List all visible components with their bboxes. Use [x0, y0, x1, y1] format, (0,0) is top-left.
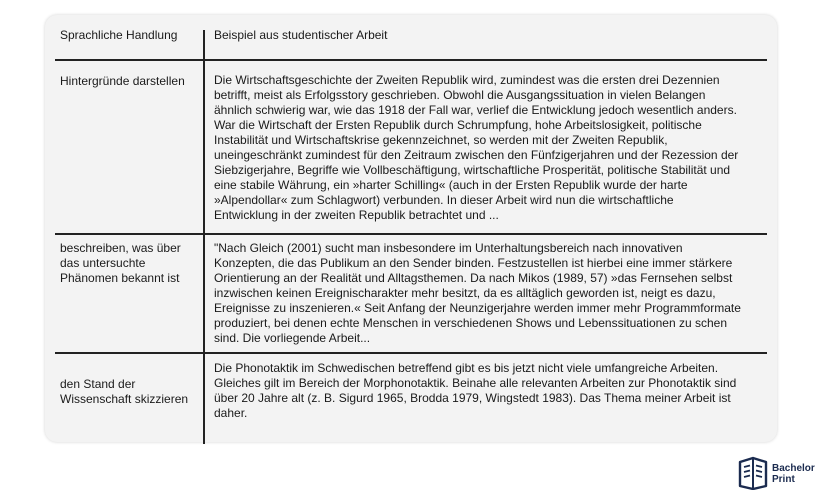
- header-col-example: Beispiel aus studentischer Arbeit: [214, 28, 388, 42]
- example-line: Entwicklung in der zweiten Republik betrachtet und ...: [214, 208, 499, 222]
- table-row: [55, 354, 767, 442]
- row-example: [214, 361, 769, 421]
- example-line: uneingeschränkt zumindest für den Zeitraum zwischen den Fünfzigerjahren und der Rezession der: [214, 148, 739, 162]
- example-line: daher.: [214, 406, 248, 420]
- example-line: über 20 Jahre alt (z. B. Sigurd 1965, Brodda 1979, Wingstedt 1983). Das Thema meiner Arbeit ist: [214, 391, 731, 405]
- table-header-row: [55, 15, 767, 61]
- header-col-action: Sprachliche Handlung: [60, 28, 178, 42]
- table-row: [55, 61, 767, 235]
- logo-line-2: Print: [772, 474, 795, 485]
- example-line: "Nach Gleich (2001) sucht man insbesondere im Unterhaltungsbereich nach innovativen: [214, 241, 683, 255]
- example-line: Gleiches gilt im Bereich der Morphonotaktik. Beinahe alle relevanten Arbeiten zur Phonotaktik sind: [214, 376, 737, 390]
- example-line: War die Wirtschaft der Ersten Republik durch Schrumpfung, hohe Arbeitslosigkeit, politische: [214, 118, 702, 132]
- example-line: produziert, bei denen echte Menschen in verschiedenen Shows und Lebenssituationen zu schen: [214, 316, 728, 330]
- example-line: ähnlich schwierig war, wie das 1918 der Fall war, verlief die Entwicklung jedoch wesentlich anders.: [214, 103, 737, 117]
- example-line: Die Wirtschaftsgeschichte der Zweiten Republik wird, zumindest was die ersten drei Dezennien: [214, 73, 720, 87]
- language-actions-table: [55, 15, 767, 442]
- example-line: Ereignisse zu inszenieren.« Seit Anfang der Neunzigerjahre werden immer mehr Programmformate: [214, 301, 741, 315]
- example-line: Orientierung an der Realität und Alltagsthemen. Da nach Mikos (1989, 57) »das Fernsehen selbst: [214, 271, 733, 285]
- example-line: Konzepten, die das Publikum an den Sender binden. Festzustellen ist hierbei eine immer stärkere: [214, 256, 733, 270]
- example-line: inzwischen keinen Ereignischarakter mehr besitzt, da es alltäglich geworden ist, neigt es dazu,: [214, 286, 716, 300]
- row-example: [214, 241, 769, 346]
- example-line: Instabilität und Wirtschaftskrise gekennzeichnet, so werden mit der Zweiten Republik,: [214, 133, 668, 147]
- example-line: Siebzigerjahre, Begriffe wie Vollbeschäftigung, wirtschaftliche Prosperität, politische Stabilität und: [214, 163, 731, 177]
- example-line: Die Phonotaktik im Schwedischen betreffend gibt es bis jetzt nicht viele umfangreiche Arbeiten.: [214, 361, 719, 375]
- example-line: betrifft, meist als Erfolgsstory geschrieben. Obwohl die Ausgangssituation in vielen Belangen: [214, 88, 706, 102]
- example-line: sind. Die vorliegende Arbeit...: [214, 331, 371, 345]
- bachelorprint-logo: [738, 456, 818, 492]
- row-action: Hintergründe darstellen: [60, 74, 185, 88]
- example-line: »Alpendollar« zum Schlagwort) verbunden. In dieser Arbeit wird nun die wirtschaftliche: [214, 193, 674, 207]
- table-row: [55, 235, 767, 354]
- logo-wordmark: [772, 463, 815, 485]
- logo-line-1: Bachelor: [772, 463, 815, 474]
- book-icon: [738, 456, 768, 490]
- row-action: beschreiben, was über das untersuchte Phänomen bekannt ist: [60, 241, 181, 285]
- example-line: eine stabile Währung, ein »harter Schilling« (auch in der Ersten Republik wurde der harte: [214, 178, 688, 192]
- row-action: den Stand der Wissenschaft skizzieren: [60, 377, 189, 406]
- row-example: [214, 73, 769, 223]
- table-card: [45, 15, 777, 442]
